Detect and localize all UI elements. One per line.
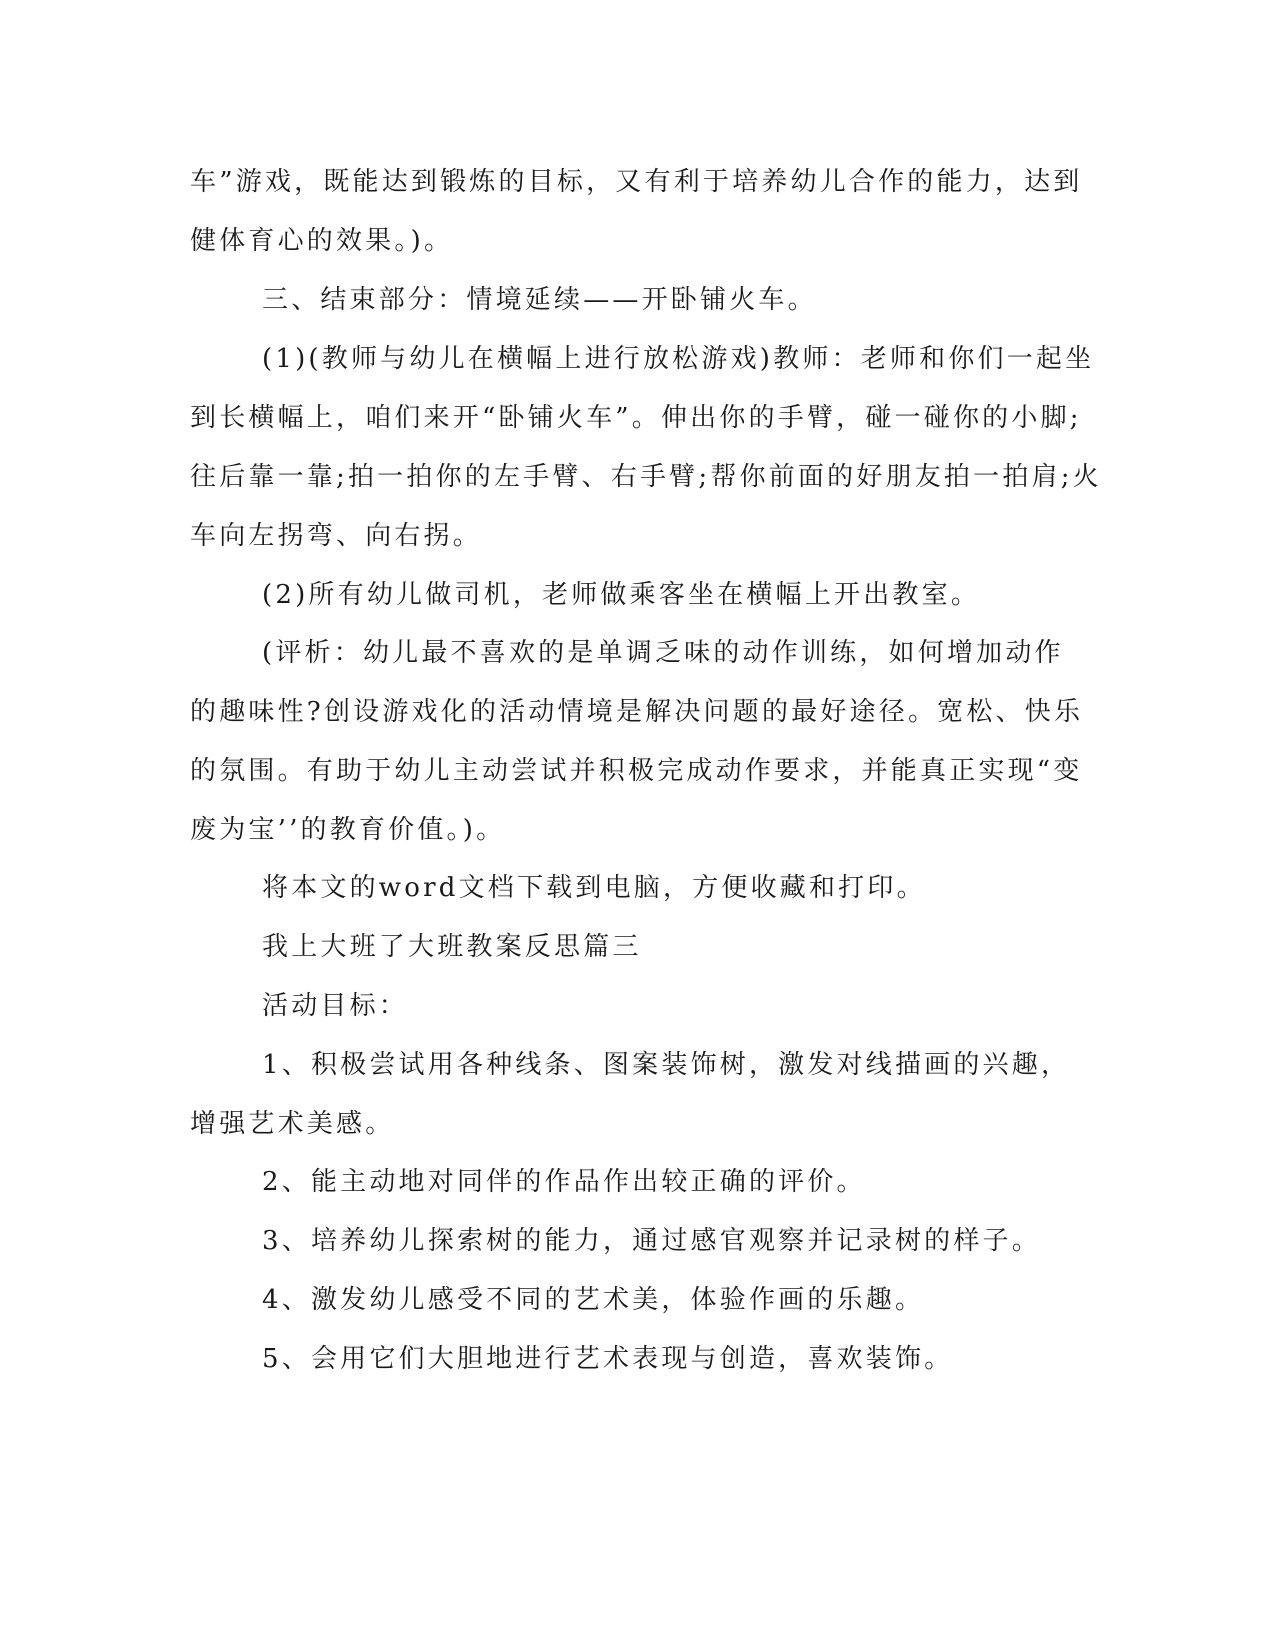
text-line: 往后靠一靠;拍一拍你的左手臂、右手臂;帮你前面的好朋友拍一拍肩;火 <box>190 462 1102 492</box>
list-item: 1、积极尝试用各种线条、图案装饰树，激发对线描画的兴趣， <box>262 1050 1071 1080</box>
text-line: 到长横幅上，咱们来开“卧铺火车”。伸出你的手臂，碰一碰你的小脚; <box>190 403 1082 433</box>
text-line: 的氛围。有助于幼儿主动尝试并积极完成动作要求，并能真正实现“变 <box>190 756 1083 786</box>
text-line: (评析：幼儿最不喜欢的是单调乏味的动作训练，如何增加动作 <box>262 638 1064 668</box>
text-line: 的趣味性?创设游戏化的活动情境是解决问题的最好途径。宽松、快乐 <box>190 697 1084 727</box>
list-item: 2、能主动地对同伴的作品作出较正确的评价。 <box>262 1167 866 1197</box>
section-heading: 活动目标： <box>262 991 409 1021</box>
text-line: 增强艺术美感。 <box>190 1109 395 1139</box>
text-line: 将本文的word文档下载到电脑，方便收藏和打印。 <box>262 873 926 903</box>
text-line: 废为宝’’的教育价值。)。 <box>190 815 506 845</box>
text-line: 车”游戏，既能达到锻炼的目标，又有利于培养幼儿合作的能力，达到 <box>190 167 1083 197</box>
list-item: 5、会用它们大胆地进行艺术表现与创造，喜欢装饰。 <box>262 1344 954 1374</box>
text-line: (1)(教师与幼儿在横幅上进行放松游戏)教师：老师和你们一起坐 <box>262 344 1095 374</box>
text-line: 车向左拐弯、向右拐。 <box>190 521 483 551</box>
section-heading: 三、结束部分：情境延续——开卧铺火车。 <box>262 285 817 315</box>
text-line: 健体育心的效果。)。 <box>190 226 454 256</box>
text-line: (2)所有幼儿做司机，老师做乘客坐在横幅上开出教室。 <box>262 580 981 610</box>
list-item: 3、培养幼儿探索树的能力，通过感官观察并记录树的样子。 <box>262 1226 1041 1256</box>
document-title: 我上大班了大班教案反思篇三 <box>262 932 642 962</box>
list-item: 4、激发幼儿感受不同的艺术美，体验作画的乐趣。 <box>262 1285 925 1315</box>
